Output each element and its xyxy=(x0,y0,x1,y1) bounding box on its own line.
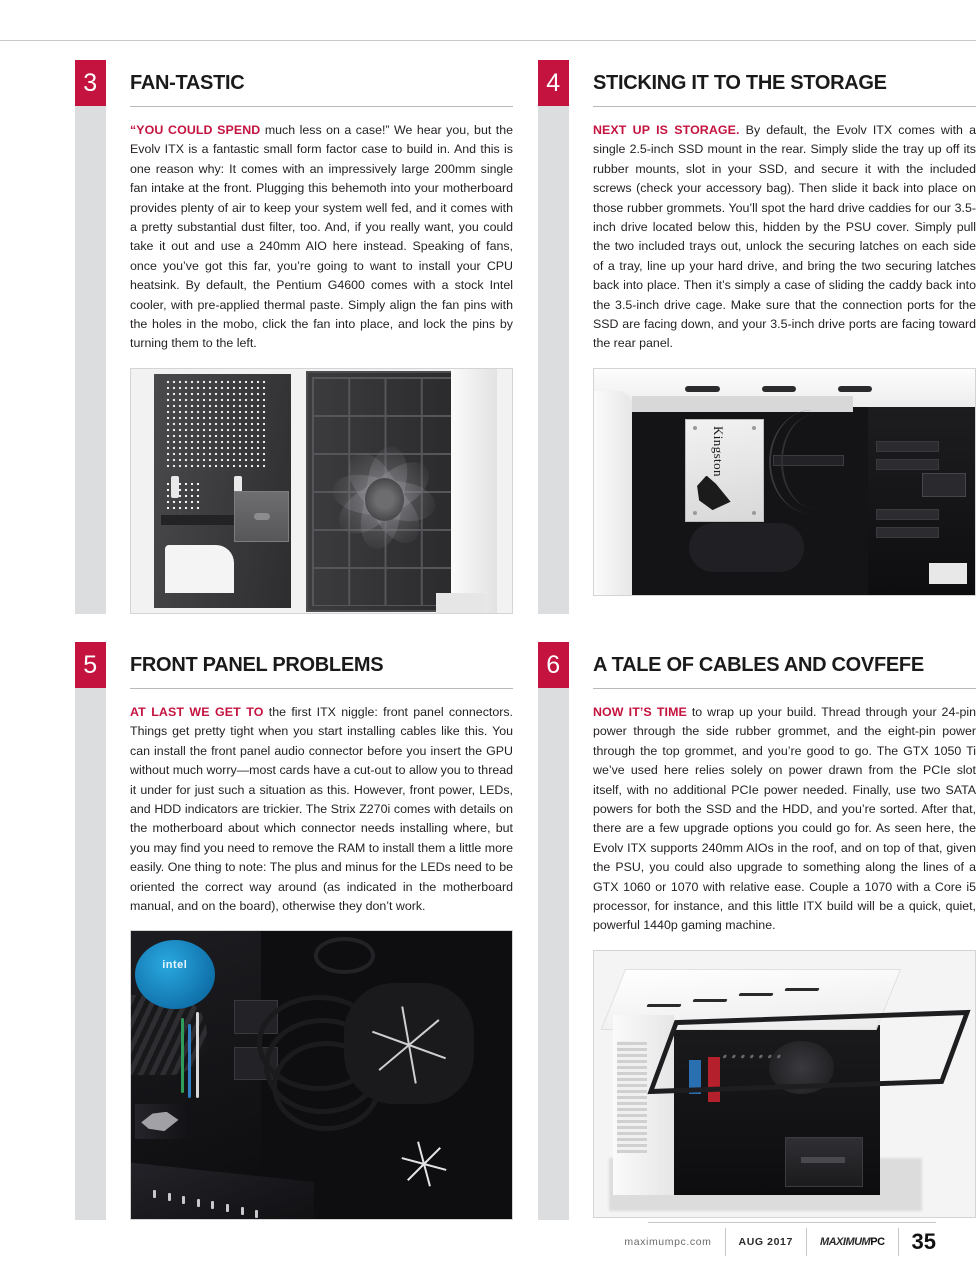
case-cutout xyxy=(165,545,234,594)
front-fan-200mm xyxy=(306,371,462,612)
rog-logo xyxy=(135,1104,188,1139)
cable-grommet xyxy=(344,983,474,1104)
page-footer xyxy=(0,1222,976,1256)
section-4-lead-in: NEXT UP IS STORAGE. xyxy=(593,123,740,137)
section-6-photo xyxy=(593,950,976,1218)
psu-cover xyxy=(689,523,803,573)
intel-logo-sticker: intel xyxy=(135,940,215,1009)
section-3-lead-in: “YOU COULD SPEND xyxy=(130,123,261,137)
section-6-title: A TALE OF CABLES AND COVFEFE xyxy=(593,653,924,676)
section-4 xyxy=(538,60,976,614)
section-6-body xyxy=(593,703,976,936)
section-3-rail xyxy=(75,60,106,614)
kingston-ssd: Kingston xyxy=(685,419,763,523)
case-front-panel xyxy=(594,391,632,594)
section-5-rail xyxy=(75,642,106,1220)
section-4-body-text: By default, the Evolv ITX comes with a single 2.5-inch SSD mount in the rear. Simply slide the tray up off its rubber mounts, slot in your SSD, and secure it with the included screws (check your accessory bag). Then slide it back into place on those rubber grommets. You’ll spot the hard drive caddies for our 3.5-inch drive located below this, hidden by the PSU cover. Simply pull the two included trays out, unlock the securing latches on each side of a tray, line up your hard drive, and bring the two securing latches back into place. Then it’s simply a case of sliding the caddy back into the 3.5-inch drive cage. Make sure that the connection ports for the SSD are facing down, and your 3.5-inch drive ports are facing toward the rear panel. xyxy=(593,123,976,351)
section-5-photo xyxy=(130,930,513,1220)
section-3-title-rule xyxy=(130,106,513,107)
section-5-title: FRONT PANEL PROBLEMS xyxy=(130,653,384,676)
footer-rule xyxy=(648,1222,936,1223)
section-5-rail-strip xyxy=(75,688,106,1220)
psu-bracket xyxy=(234,491,289,542)
section-3 xyxy=(75,60,513,614)
case-foot xyxy=(436,593,486,613)
section-4-body xyxy=(593,121,976,354)
section-3-content xyxy=(106,60,513,614)
section-5-title-rule xyxy=(130,688,513,689)
pcie-slot xyxy=(922,473,966,498)
footer-website: maximumpc.com xyxy=(611,1228,725,1256)
motherboard-label xyxy=(929,563,967,583)
top-divider-rule xyxy=(0,40,976,41)
section-6 xyxy=(538,642,976,1220)
section-5 xyxy=(75,642,513,1220)
section-6-content xyxy=(569,642,976,1220)
section-4-title: STICKING IT TO THE STORAGE xyxy=(593,72,887,94)
sections-grid xyxy=(0,60,976,1220)
section-4-rail-strip xyxy=(538,106,569,614)
section-6-number: 6 xyxy=(538,642,569,688)
section-3-rail-strip xyxy=(75,106,106,614)
section-6-body-text: to wrap up your build. Thread through your 24-pin power through the side rubber grommet, and the eight-pin power through the top grommet, and you’re good to go. The GTX 1050 Ti we’ve used here relies solely on power drawn from the PCIe slot itself, with no additional PCIe power needed. Finally, use two SATA powers for both the SSD and the HDD, and you’re sorted. After that, there are a few upgrade options you could go for. As seen here, the Evolv ITX supports 240mm AIOs in the roof, and on top of that, given the PSU, you could also upgrade to something along the lines of a GTX 1060 or 1070 with relative ease. Couple a 1070 with a Core i5 processor, for instance, and this little ITX build will be a quick, quiet, powerful 1440p gaming machine. xyxy=(593,704,976,933)
section-3-number: 3 xyxy=(75,60,106,106)
section-6-title-rule xyxy=(593,688,976,689)
footer-issue-date: AUG 2017 xyxy=(726,1228,807,1256)
power-supply xyxy=(785,1137,863,1187)
case-vent-slot xyxy=(171,476,179,498)
section-5-content xyxy=(106,642,513,1220)
section-5-body xyxy=(130,703,513,916)
sections-row-bottom xyxy=(0,642,976,1220)
kingston-logo xyxy=(697,476,731,511)
page-number: 35 xyxy=(911,1229,936,1254)
section-4-rail xyxy=(538,60,569,614)
maximum-pc-logo xyxy=(807,1228,899,1256)
sections-row-top xyxy=(0,60,976,614)
rear-io-vents xyxy=(617,1041,647,1153)
logo-suffix: PC xyxy=(870,1236,885,1248)
section-6-rail-strip xyxy=(538,688,569,1220)
radiator-bracket xyxy=(647,1010,970,1094)
case-outer-panel xyxy=(451,369,497,613)
section-4-content xyxy=(569,60,976,614)
section-5-number: 5 xyxy=(75,642,106,688)
section-3-body xyxy=(130,121,513,354)
section-4-photo xyxy=(593,368,976,596)
case-mesh-pattern xyxy=(165,379,268,472)
section-6-lead-in: NOW IT’S TIME xyxy=(593,704,687,719)
footer-content xyxy=(611,1228,936,1256)
section-4-title-rule xyxy=(593,106,976,107)
lower-grommet-spokes xyxy=(402,1150,448,1176)
section-5-body-text: the first ITX niggle: front panel connectors. Things get pretty tight when you start installing cables like this. You can install the front panel audio connector before you insert the GPU without much worry—most cards have a cut-out to allow you to thread it under for just such a situation as this. However, front power, LEDs, and HDD indicators are trickier. The Strix Z270i comes with details on the motherboard about which connector needs installing where, but you may find you need to remove the RAM to install them a little more easily. One thing to note: The plus and minus for the LEDs need to be oriented the correct way around (as indicated in the motherboard manual, and on the board), otherwise they don’t work. xyxy=(130,704,513,913)
section-4-number: 4 xyxy=(538,60,569,106)
section-3-photo xyxy=(130,368,513,614)
section-5-lead-in: AT LAST WE GET TO xyxy=(130,704,264,719)
case-grommet-ring xyxy=(314,937,375,974)
section-3-title: FAN-TASTIC xyxy=(130,72,245,94)
rear-mount-rail xyxy=(632,396,853,412)
section-6-rail xyxy=(538,642,569,1220)
logo-word: MAXIMUM xyxy=(819,1236,871,1248)
section-3-body-text: much less on a case!” We hear you, but the Evolv ITX is a fantastic small form factor case to build in. And this is one reason why: It comes with an impressively large 200mm single fan intake at the front. Plugging this behemoth into your motherboard provides plenty of air to keep your system well fed, and it comes with a pretty substantial dust filter, too. And, if you really want, you could take it out and use a 240mm AIO here instead. Speaking of fans, once you’ve got this far, you’re going to want to install your CPU heatsink. By default, the Pentium G4600 comes with a stock Intel cooler, with pre-applied thermal paste. Simply align the fan pins with the holes in the mobo, click the fan into place, and lock the pins by turning them to the left. xyxy=(130,123,513,351)
